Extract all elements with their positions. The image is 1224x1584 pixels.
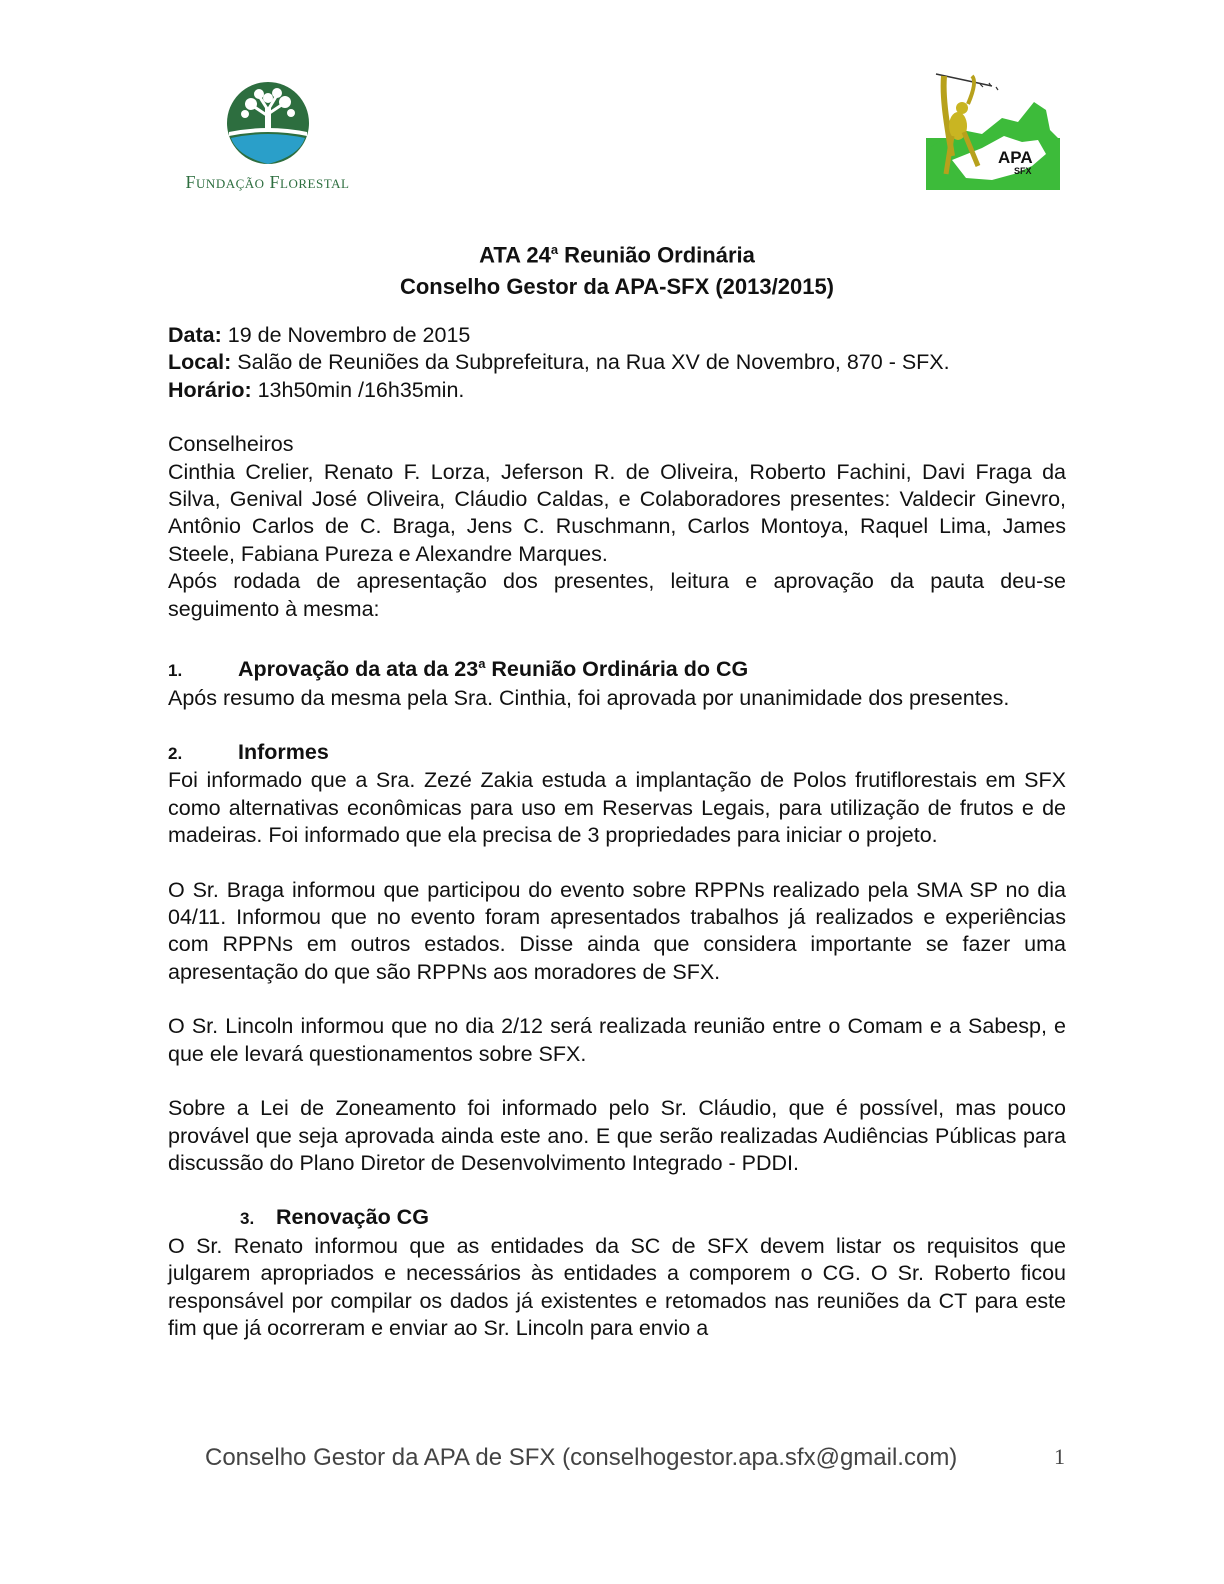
conselheiros-heading: Conselheiros [168, 432, 294, 457]
spacer [168, 850, 1066, 877]
spacer [168, 986, 1066, 1013]
page-footer: Conselho Gestor da APA de SFX (conselhogestor.apa.sfx@gmail.com) [205, 1444, 958, 1471]
section-1-heading [168, 650, 1066, 685]
location-label: Local: [168, 350, 232, 375]
time-label: Horário: [168, 377, 252, 402]
section-1-paragraph: Após resumo da mesma pela Sra. Cinthia, foi aprovada por unanimidade dos presentes. [168, 685, 1010, 710]
document-title [168, 234, 1066, 303]
section-number: 2. [168, 744, 183, 764]
fundacao-florestal-wordmark: Fundação Florestal [185, 172, 350, 192]
title-line-2: Conselho Gestor da APA-SFX (2013/2015) [399, 274, 835, 300]
section-title: Informes [238, 740, 329, 765]
spacer [168, 712, 1066, 739]
section-title-suffix: Reunião Ordinária do CG [485, 657, 749, 682]
apa-sub-label: SFX [1014, 166, 1032, 176]
document-body [168, 322, 1066, 1342]
section-2-paragraph-3: O Sr. Lincoln informou que no dia 2/12 será realizada reunião entre o Comam e a Sabesp, e que ele levará questionamentos sobre SFX. [168, 1014, 1066, 1066]
apa-sfx-logo [922, 70, 1064, 194]
page-number: 1 [1054, 1444, 1065, 1469]
meta-date [168, 322, 1066, 349]
monkey-map-icon [922, 70, 1064, 194]
title-meeting-type: Reunião Ordinária [558, 242, 755, 268]
fundacao-florestal-logo [170, 80, 365, 195]
spacer [168, 1177, 1066, 1204]
section-title-ordinal: a [478, 656, 486, 672]
apa-label: APA [998, 148, 1033, 167]
section-2-paragraph-2: O Sr. Braga informou que participou do evento sobre RPPNs realizado pela SMA SP no dia 04/11. Informou que no evento foram apresentados trabalhos já realizados e experiências com RPPNs em outros estados. Disse ainda que considera importante se fazer uma apresentação do que são RPPNs aos moradores de SFX. [168, 877, 1066, 984]
spacer [168, 623, 1066, 650]
tree-emblem-icon [225, 80, 311, 166]
section-number: 3. [240, 1209, 255, 1229]
section-title: Aprovação da ata da 23 [238, 657, 479, 682]
location-value: Salão de Reuniões da Subprefeitura, na Rua XV de Novembro, 870 - SFX. [231, 350, 950, 375]
section-title: Renovação CG [276, 1205, 429, 1230]
conselheiros-intro: Após rodada de apresentação dos presentes, leitura e aprovação da pauta deu-se seguimento à mesma: [168, 569, 1066, 621]
date-label: Data: [168, 323, 222, 347]
spacer [168, 1068, 1066, 1095]
meta-location [168, 349, 1066, 376]
section-3-paragraph: O Sr. Renato informou que as entidades da SC de SFX devem listar os requisitos que julgarem apropriados e necessários às entidades a comporem o CG. O Sr. Roberto ficou responsável por compilar os dados já existentes e retomados nas reuniões da CT para este fim que já ocorreram e enviar ao Sr. Lincoln para envio a [168, 1233, 1066, 1340]
title-line-1 [168, 234, 1066, 271]
time-value: 13h50min /16h35min. [251, 377, 465, 402]
conselheiros-names: Cinthia Crelier, Renato F. Lorza, Jeferson R. de Oliveira, Roberto Fachini, Davi Fraga da Silva, Genival José Oliveira, Cláudio Caldas, e Colaboradores presentes: Valdecir Ginevro, Antônio Carlos de C. Braga, Jens C. Ruschmann, Carlos Montoya, Raquel Lima, James Steele, Fabiana Pureza e Alexandre Marques. [168, 459, 1066, 566]
date-value: 19 de Novembro de 2015 [221, 323, 471, 347]
title-number: ATA 24 [479, 242, 551, 268]
title-ordinal: a [550, 242, 559, 257]
section-3-heading [168, 1204, 1066, 1232]
meta-time [168, 377, 1066, 404]
section-2-paragraph-1: Foi informado que a Sra. Zezé Zakia estuda a implantação de Polos frutiflorestais em SFX como alternativas econômicas para uso em Reservas Legais, para utilização de frutos e de madeiras. Foi informado que ela precisa de 3 propriedades para iniciar o projeto. [168, 768, 1066, 848]
section-2-heading [168, 739, 1066, 767]
section-number: 1. [168, 661, 183, 681]
section-2-paragraph-4: Sobre a Lei de Zoneamento foi informado pelo Sr. Cláudio, que é possível, mas pouco provável que seja aprovada ainda este ano. E que serão realizadas Audiências Públicas para discussão do Plano Diretor de Desenvolvimento Integrado - PDDI. [168, 1096, 1066, 1175]
spacer [168, 404, 1066, 431]
